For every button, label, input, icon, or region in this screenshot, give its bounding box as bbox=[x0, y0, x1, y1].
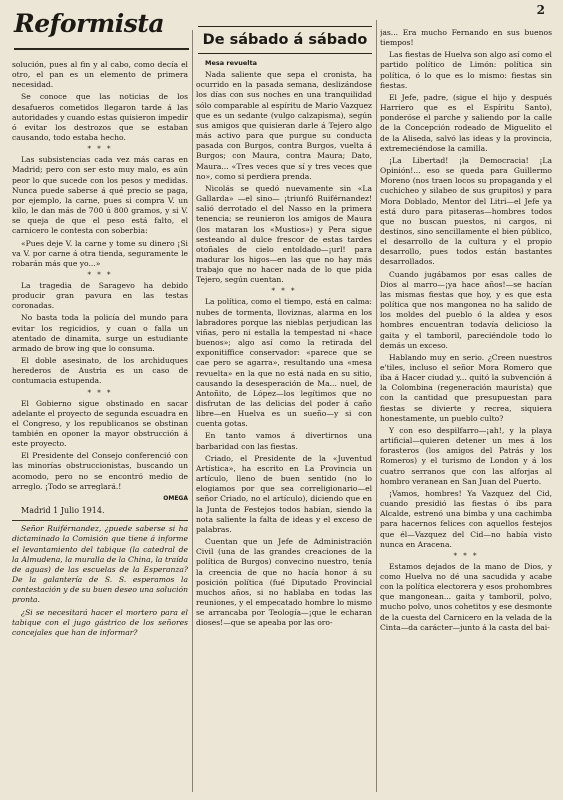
paragraph: Cuando jugábamos por esas calles de Dios al marro—¡ya hace años!—se hacían las mismas fiestas que hoy, y es que esta política que nos mangonea no ha salido de los moldes del pueblo ó la aldea y esos hombres encuentran todavía delicioso la gaita y el tamboril, pareciéndole todo lo demás un exceso. bbox=[380, 269, 552, 350]
paragraph: El Jefe, padre, (sigue el hijo y después Harriero que es el Espíritu Santo), ponderóse el parche y saliendo por la calle de la Concepción rodeado de Miguelito el de la Aliseda, salvó las ideas y la provincia, extremeciéndose la camilla. bbox=[380, 92, 552, 153]
paragraph: Las fiestas de Huelva son algo así como el partido político de Limón: política sin política, ó lo que es lo mismo: fiestas sin fiestas. bbox=[380, 50, 552, 90]
separator: * * * bbox=[87, 388, 113, 397]
note-paragraph: ¿Si se necesitará hacer el mortero para el tabique con el jugo gástrico de los señores concejales que han de informar? bbox=[12, 607, 188, 637]
page-number: 2 bbox=[536, 3, 545, 17]
column-1 bbox=[12, 60, 188, 800]
separator: * * * bbox=[453, 551, 479, 560]
column-3 bbox=[380, 28, 552, 768]
separator: * * * bbox=[87, 145, 113, 154]
paragraph: Y con eso despilfarro—¡ah!, y la playa artificial—quieren detener un mes á los forasteros (los amigos del Patrás y los Romeros) y el turismo de London y á los cuatro serranos que con las alforjas al hombro veranean en San Juan del Puerto. bbox=[380, 425, 552, 486]
masthead-logo: Reformista bbox=[14, 9, 165, 38]
paragraph: jas... Era mucho Fernando en sus buenos tiempos! bbox=[380, 28, 552, 48]
note-paragraph: Señor Ruiférnandez, ¿puede saberse si ha dictaminado la Comisión que tiene á informe el levantamiento del tabique (la catedral de la Almudena, la muralla de la China, la traída de aguas) de las escuelas de la Esperanza? De la galantería de S. S. esperamos la contestación y de su buen deseo una solución pronta. bbox=[12, 524, 188, 605]
paragraph: Las subsistencias cada vez más caras en Madrid; pero con ser esto muy malo, es aún peor lo que sucede con los pesos y medidas. Nunca puede saberse á qué precio se paga, por ejemplo, la carne, pues si compra V. un kilo, le dan más de 700 ú 800 gramos, y si V. se queja de que el peso está falto, el carnicero le contesta con soberbia: bbox=[12, 155, 188, 236]
paragraph: Cuentan que un Jefe de Administración Civil (una de las grandes creaciones de la política de Burgos) convecino nuestro, tenía la creencia de que no hacía honor á su posición política (fué Diputado Provincial muchos años, si no hablaba en todas las reuniones, y el empecatado hombre lo mismo se arrancaba por Teología—¡que le echaran dioses!—que se apeaba por las oro- bbox=[196, 537, 372, 628]
separator: * * * bbox=[271, 287, 297, 296]
paragraph: El Presidente del Consejo conferenció con las minorías obstruccionistas, buscando un acomodo, pero no se encontró medio de arreglo. ¡Todo se arreglará.! bbox=[12, 451, 188, 491]
paragraph: No basta toda la policía del mundo para evitar los regicidios, y cuan o falla un atentado de dinamita, surge un estudiante armado de brow ing que lo consuma. bbox=[12, 313, 188, 353]
masthead bbox=[14, 4, 189, 50]
paragraph: «Pues deje V. la carne y tome su dinero ¡Si va V. por carne á otra tienda, seguramente le robarán más que yo...» bbox=[12, 238, 188, 268]
paragraph: Nada saliente que sepa el cronista, ha ocurrido en la pasada semana, deslizándose los días con sus noches en una tranquilidad sólo comparable al espíritu de Mario Vazquez que es un sedante (vulgo calzapisma), según sus amigos que quisieran darle á Tejero algo más activo para que purgue su conducta pasada con Burgos, contra Burgos, vuelta á Burgos; con Maura, contra Maura; Dato, Maura... «Tres veces que sí y tres veces que no», como si perdiera prenda. bbox=[196, 70, 372, 181]
paragraph: La política, como el tiempo, está en calma: nubes de tormenta, lloviznas, alarma en los labradores porque las nieblas perjudican las viñas, pero ni estalla la tempestad ni «hace buenos»; algo así como la retirada del exponitiffice conservador: «parece que se cae pero se agarra», resultando una «mesa revuelta» en la que no está nada en su sitio, causando la desesperación de Ma... nuel, de Antoñito, de López—los legítimos que no disfrutan de las delicias del poder á caño libre—en Huelva es un sueño—y si con cuenta gotas. bbox=[196, 297, 372, 429]
paragraph: solución, pues al fin y al cabo, como decía el otro, el pan es un elemento de primera necesidad. bbox=[12, 60, 188, 90]
section-title: De sábado á sábado bbox=[198, 26, 372, 54]
signature: OMEGA bbox=[163, 494, 188, 502]
paragraph: El Gobierno sigue obstinado en sacar adelante el proyecto de segunda escuadra en el Congreso, y los republicanos se obstinan también en oponer la mayor obstrucción á este proyecto. bbox=[12, 398, 188, 449]
column-rule-right bbox=[376, 20, 377, 792]
paragraph: Nicolás se quedó nuevamente sin «La Gallarda» —el sino— ¡triunfó Ruiférnandez! salió derrotado el del Nasso en la primera tenencia; se reunieron los amigos de Maura (los mataran los «Mustios») y Pera sigue sesteando al dulce frescor de estas tardes otoñales de cielo entoldado—¡url! para madurar los higos—en las que no hay más trabajo que no hacer nada de lo que pida Tejero, según cuentan. bbox=[196, 183, 372, 285]
column-rule-left bbox=[192, 30, 193, 792]
divider bbox=[12, 520, 188, 521]
separator: * * * bbox=[87, 270, 113, 279]
paragraph: El doble asesinato, de los archiduques herederos de Austria es un caso de contumacia estupenda. bbox=[12, 356, 188, 386]
paragraph: Hablando muy en serio. ¿Creen nuestros e'tiles, incluso el señor Mora Romero que iba á Hacer ciudad y... quitó la subvención á la Colombina (regeneración maurista) que con la cantidad que presupuestan para fiestas se divierte y recrea, siquiera honestamente, un pueblo culto? bbox=[380, 352, 552, 423]
paragraph: ¡Vamos, hombres! Ya Vazquez del Cid, cuando presidió las fiestas ó íbs para Alcalde, estrenó una bimba y una cachimba para hacernos felices con aquellos festejos que él—Vazquez del Cid—no había visto nunca en Aracena. bbox=[380, 488, 552, 549]
paragraph: En tanto vamos á divertirnos una barbaridad con las fiestas. bbox=[196, 431, 372, 451]
dateline: Madrid 1 Julio 1914. bbox=[21, 506, 105, 516]
paragraph: Se conoce que las noticias de los desafueros cometidos llegaron tarde á las autoridades y cuando estas quisieron impedir ó evitar los destrozos que se estaban causando, todo estaba hecho. bbox=[12, 92, 188, 143]
paragraph: Criado, el Presidente de la «Juventud Artística», ha escrito en La Provincia un artículo, lleno de buen sentido (no lo elogiamos por que sea correligionario—el señor Criado, no el artículo), diciendo que en la Junta de Festejos todos habían, siendo la nota saliente la falta de ideas y el exceso de palabras. bbox=[196, 453, 372, 534]
byline: Mesa revuelta bbox=[205, 59, 258, 67]
paragraph: La tragedia de Saragevo ha debido producir gran pavura en las testas coronadas. bbox=[12, 280, 188, 311]
column-2 bbox=[196, 58, 372, 798]
paragraph: Estamos dejados de la mano de Dios, y como Huelva no dé una sacudida y acabe con la política electorera y esos prohombres que mangonean... gaita y tamboril, polvo, mucho polvo, unos cohetitos y ese desmonte de la cuesta del Carnicero en la velada de la Cinta—da carácter—junto á la casta del bai- bbox=[380, 561, 552, 632]
paragraph: ¡La Libertad! ¡la Democracia! ¡La Opinión!... eso se queda para Guillermo Moreno (nos traen locos su propaganda y el cuchicheo y silabeo de sus grupitos) y para Mora Doblado, Mentor del Litri—el Jefe ya está duro para pitaseras—hombres todos que no buscan puestos, ni cargos, ni destinos, sino sencillamente el bien público, el desarrollo de la cultura y el propio desarrollo, pues todos están bastantes desarrollados. bbox=[380, 155, 552, 267]
